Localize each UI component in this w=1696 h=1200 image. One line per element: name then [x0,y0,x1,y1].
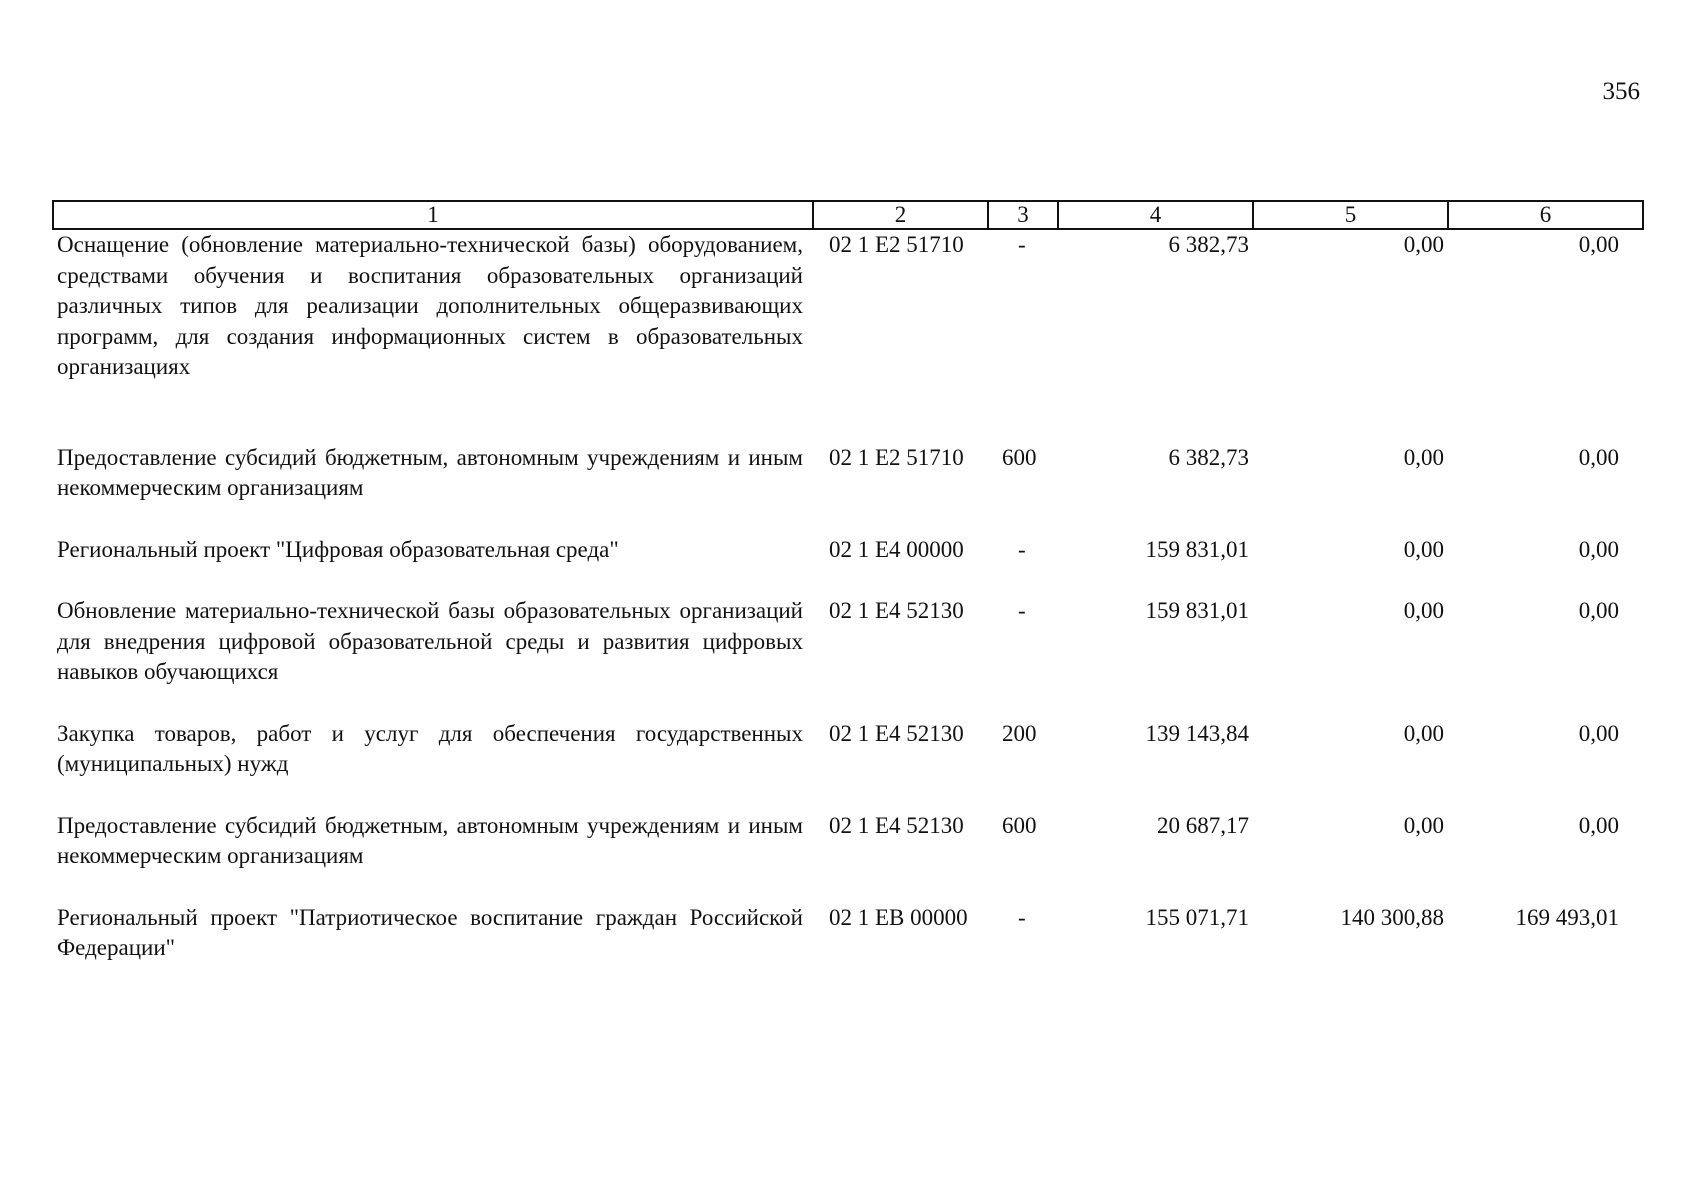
table-row [53,903,1643,964]
header-col-4: 4 [1058,201,1253,229]
row-code: 02 1 E2 51710 [829,444,964,470]
header-col-5: 5 [1253,201,1448,229]
row-value-1: 155 071,71 [1145,904,1249,930]
row-value-2: 140 300,88 [1340,904,1444,930]
row-vr: - [1018,904,1026,930]
row-value-3: 0,00 [1578,444,1619,470]
row-value-1: 20 687,17 [1157,812,1249,838]
row-value-3: 169 493,01 [1515,904,1619,930]
table-row [53,811,1643,903]
header-col-3: 3 [988,201,1058,229]
row-value-1: 159 831,01 [1145,598,1249,623]
row-code: 02 1 E2 51710 [829,232,964,257]
row-value-2: 0,00 [1403,720,1444,746]
row-name: Предоставление субсидий бюджетным, автономным учреждениям и иным некоммерческим организациям [57,812,803,868]
row-code: 02 1 E4 52130 [829,598,964,623]
page-number: 356 [1602,78,1640,105]
row-code: 02 1 E4 00000 [829,536,964,562]
row-value-3: 0,00 [1578,812,1619,838]
row-value-1: 6 382,73 [1168,444,1249,470]
row-vr: 200 [1002,720,1037,746]
row-name: Оснащение (обновление материально-технической базы) оборудованием, средствами обучения и воспитания образовательных организаций различных типов для реализации дополнительных общеразвивающих программ, для создания информационных систем в образовательных организациях [57,232,803,379]
header-col-1: 1 [53,201,813,229]
row-code: 02 1 E4 52130 [829,720,964,746]
row-name: Региональный проект "Цифровая образовательная среда" [57,536,619,562]
header-col-6: 6 [1448,201,1643,229]
row-value-1: 6 382,73 [1168,232,1249,257]
row-value-2: 0,00 [1403,232,1444,257]
row-value-1: 159 831,01 [1145,536,1249,562]
table-row [53,719,1643,811]
table-row [53,596,1643,719]
row-name: Предоставление субсидий бюджетным, автономным учреждениям и иным некоммерческим организациям [57,444,803,500]
table-row [53,535,1643,597]
row-vr: 600 [1002,812,1037,838]
row-value-3: 0,00 [1578,232,1619,257]
table-row [53,443,1643,535]
row-code: 02 1 EB 00000 [829,904,968,930]
row-value-2: 0,00 [1403,444,1444,470]
row-vr: 600 [1002,444,1037,470]
header-row [53,201,1643,229]
row-code: 02 1 E4 52130 [829,812,964,838]
row-value-2: 0,00 [1403,812,1444,838]
row-vr: - [1018,598,1026,623]
row-vr: - [1018,232,1026,257]
row-name: Региональный проект "Патриотическое воспитание граждан Российской Федерации" [57,904,803,960]
row-name: Закупка товаров, работ и услуг для обеспечения государственных (муниципальных) нужд [57,720,803,776]
row-vr: - [1018,536,1026,562]
row-value-3: 0,00 [1578,598,1619,623]
row-value-1: 139 143,84 [1145,720,1249,746]
header-col-2: 2 [813,201,988,229]
row-value-3: 0,00 [1578,720,1619,746]
budget-table [52,200,1644,964]
table-row [53,229,1643,443]
row-value-2: 0,00 [1403,598,1444,623]
row-value-2: 0,00 [1403,536,1444,562]
row-value-3: 0,00 [1578,536,1619,562]
row-name: Обновление материально-технической базы образовательных организаций для внедрения цифровой образовательной среды и развития цифровых навыков обучающихся [57,598,803,684]
